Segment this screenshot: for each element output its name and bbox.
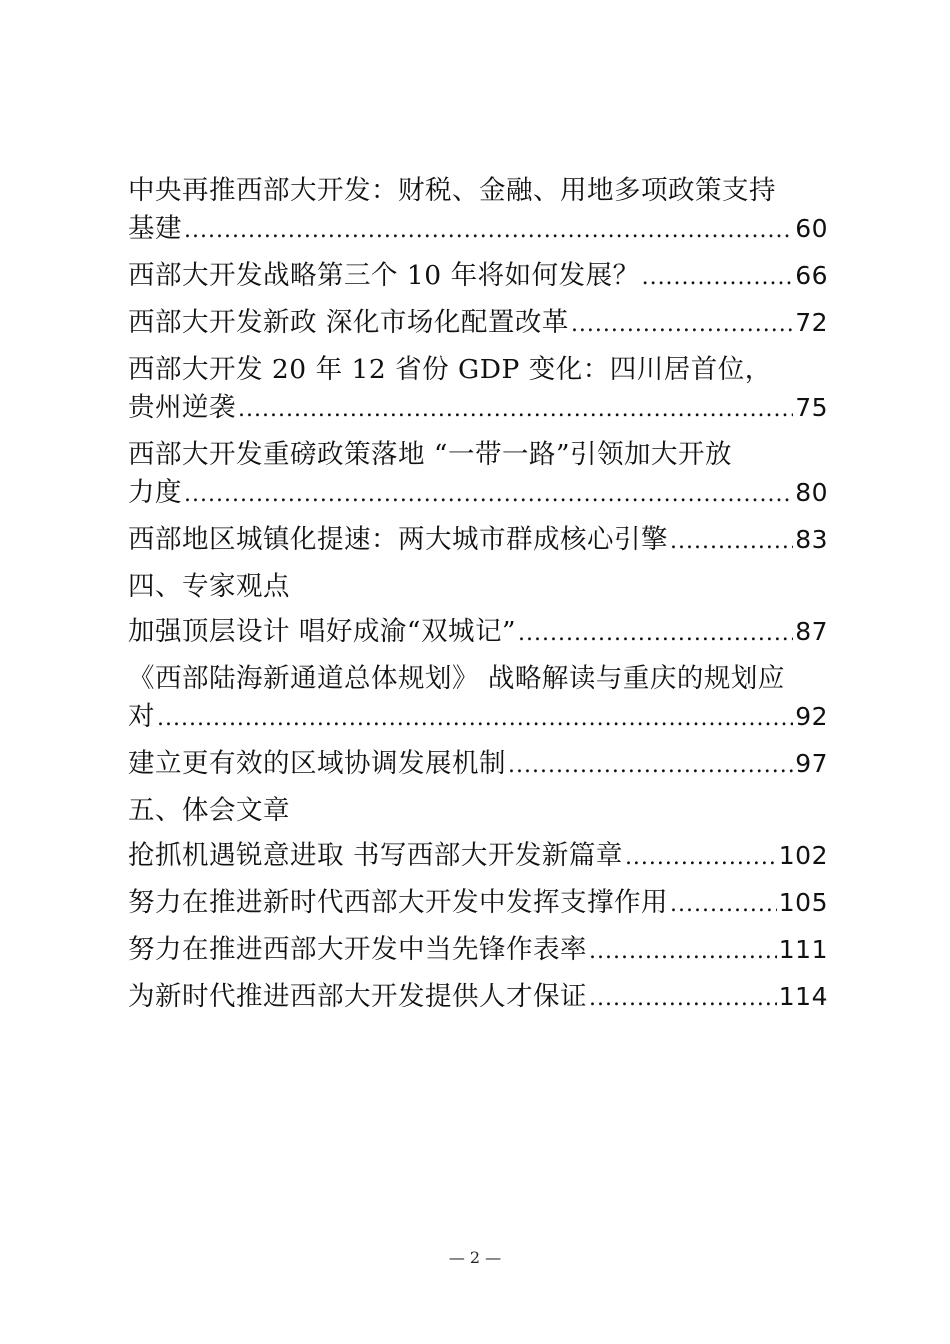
toc-entry-title: 为新时代推进西部大开发提供人才保证 [128, 981, 587, 1012]
toc-entry[interactable] [128, 978, 828, 1018]
toc-entry-title: 西部地区城镇化提速：两大城市群成核心引擎 [128, 524, 668, 555]
dot-leader [184, 476, 793, 514]
table-of-contents [128, 172, 828, 1025]
dot-leader [184, 212, 793, 250]
toc-entry-title: 《西部陆海新通道总体规划》 战略解读与重庆的规划应 [128, 663, 785, 694]
toc-entry[interactable] [128, 613, 828, 653]
toc-entry-title: 建立更有效的区域协调发展机制 [128, 748, 506, 779]
toc-entry-title: 加强顶层设计 唱好成渝“双城记” [128, 616, 517, 647]
toc-entry-title-cont: 对 [128, 701, 155, 732]
toc-entry-title: 西部大开发战略第三个 10 年将如何发展？ [128, 260, 640, 291]
toc-entry[interactable] [128, 745, 828, 785]
toc-entry[interactable] [128, 931, 828, 971]
dot-leader [670, 523, 793, 561]
toc-entry-title: 努力在推进新时代西部大开发中发挥支撑作用 [128, 887, 668, 918]
toc-entry-title: 西部大开发新政 深化市场化配置改革 [128, 307, 569, 338]
dot-leader [589, 933, 777, 971]
toc-entry[interactable] [128, 257, 828, 297]
toc-entry[interactable] [128, 351, 828, 429]
toc-page-number: 87 [795, 617, 828, 646]
toc-page-number: 97 [795, 749, 828, 778]
toc-page-number: 75 [795, 393, 828, 422]
toc-entry-title: 西部大开发重磅政策落地 “一带一路”引领加大开放 [128, 439, 733, 470]
dot-leader [589, 980, 777, 1018]
dot-leader [508, 747, 793, 785]
toc-entry[interactable] [128, 172, 828, 250]
toc-page-number: 66 [795, 261, 828, 290]
toc-entry-title: 抢抓机遇锐意进取 书写西部大开发新篇章 [128, 840, 623, 871]
dot-leader [571, 306, 793, 344]
page-footer-number: — 2 — [448, 1248, 502, 1267]
toc-entry-title: 中央再推西部大开发：财税、金融、用地多项政策支持 [128, 175, 776, 206]
section-heading: 五、体会文章 [128, 795, 290, 826]
toc-page-number: 83 [795, 525, 828, 554]
toc-entry-title-cont: 力度 [128, 477, 182, 508]
toc-page-number: 105 [778, 888, 828, 917]
dot-leader [157, 700, 793, 738]
toc-page-number: 114 [778, 982, 828, 1011]
toc-entry-title: 西部大开发 20 年 12 省份 GDP 变化：四川居首位， [128, 354, 772, 385]
toc-entry[interactable] [128, 521, 828, 561]
dot-leader [642, 259, 794, 297]
toc-page-number: 102 [778, 841, 828, 870]
toc-page-number: 111 [778, 935, 828, 964]
toc-entry[interactable] [128, 436, 828, 514]
toc-entry[interactable] [128, 304, 828, 344]
toc-entry[interactable] [128, 837, 828, 877]
section-heading: 四、专家观点 [128, 571, 290, 602]
toc-page-number: 92 [795, 702, 828, 731]
toc-entry[interactable] [128, 884, 828, 924]
dot-leader [670, 886, 777, 924]
dot-leader [238, 391, 793, 429]
toc-page-number: 80 [795, 478, 828, 507]
toc-entry-title: 努力在推进西部大开发中当先锋作表率 [128, 934, 587, 965]
toc-page-number: 72 [795, 308, 828, 337]
toc-entry-title-cont: 贵州逆袭 [128, 392, 236, 423]
toc-page-number: 60 [795, 214, 828, 243]
dot-leader [518, 615, 793, 653]
dot-leader [625, 839, 777, 877]
toc-entry[interactable] [128, 660, 828, 738]
toc-entry-title-cont: 基建 [128, 213, 182, 244]
